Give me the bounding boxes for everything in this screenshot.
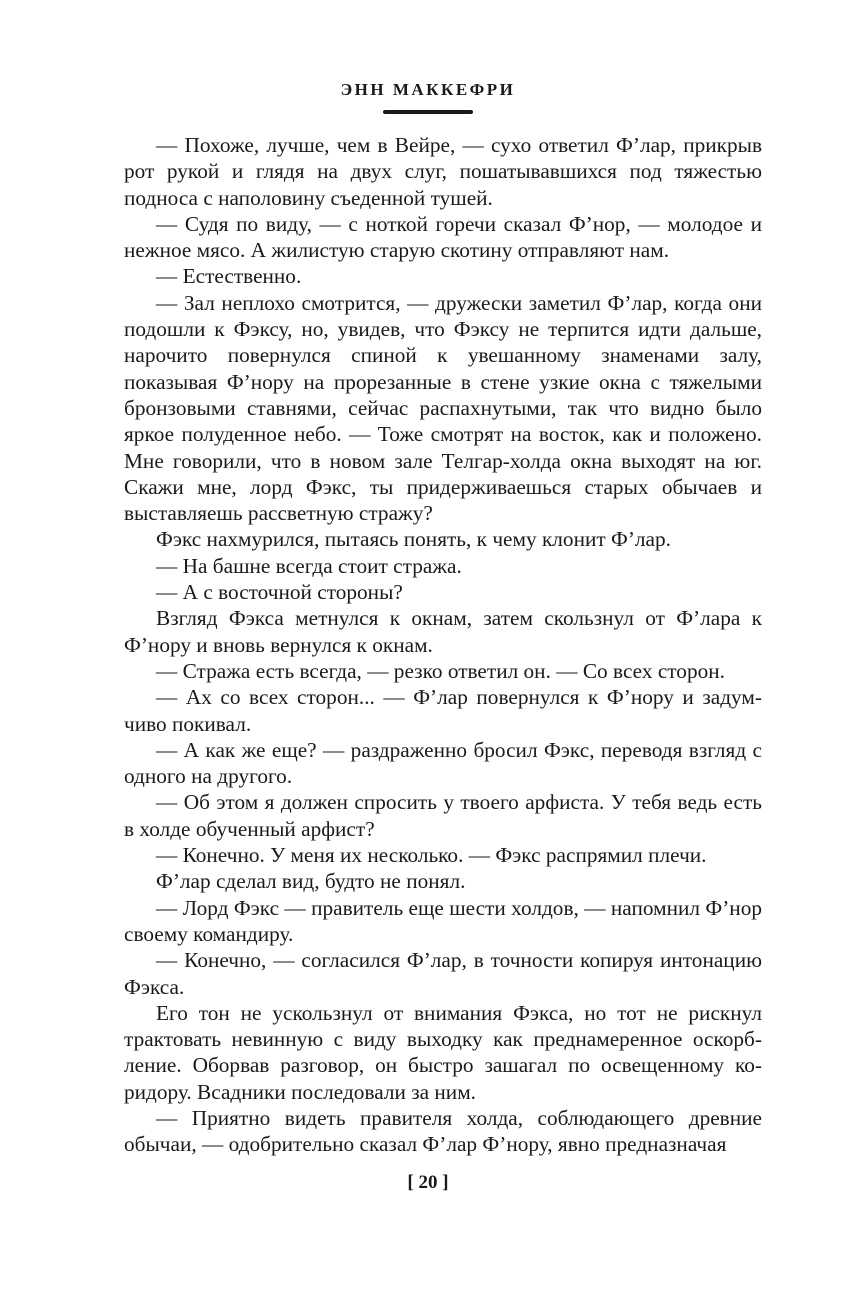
paragraph: Ф’лар сделал вид, будто не понял. [156, 869, 466, 894]
head-rule [383, 110, 473, 114]
paragraph: Фэкс нахмурился, пытаясь понять, к чему клонит Ф’лар. [156, 527, 671, 552]
paragraph: — Приятно видеть правителя холда, соблюдающего древние обычаи, — одобрительно сказал Ф’лар Ф’нору, явно предназначая [124, 1105, 762, 1157]
paragraph: — Лорд Фэкс — правитель еще шести холдов, — напомнил Ф’нор своему командиру. [124, 895, 762, 946]
paragraph: Его тон не ускользнул от внимания Фэкса, но тот не рискнул трактовать невинную с виду выходку как преднамеренное оскорбление. Оборвав разговор, он быстро зашагал по освещенному коридору. Всадники последовали за ним. [124, 1000, 762, 1104]
paragraph: — Естественно. [156, 264, 302, 289]
paragraph: — Стража есть всегда, — резко ответил он. — Со всех сторон. [156, 658, 725, 683]
paragraph: — Конечно, — согласился Ф’лар, в точности копируя интонацию Фэкса. [124, 948, 762, 999]
running-head: ЭНН МАККЕФРИ [340, 80, 516, 99]
page-number: [ 20 ] [407, 1172, 449, 1193]
body-text [124, 132, 762, 1158]
paragraph: — Похоже, лучше, чем в Вейре, — сухо ответил Ф’лар, прикрыв рот рукой и глядя на двух слуг, пошатывавшихся под тяжестью подноса с наполовину съеденной тушей. [124, 133, 762, 210]
paragraph: — Судя по виду, — с ноткой горечи сказал Ф’нор, — молодое и нежное мясо. А жилистую старую скотину отправляют нам. [124, 211, 762, 263]
paragraph: — На башне всегда стоит стража. [156, 553, 462, 578]
paragraph: Взгляд Фэкса метнулся к окнам, затем скользнул от Ф’лара к Ф’нору и вновь вернулся к окнам. [124, 606, 762, 657]
paragraph: — А с восточной стороны? [156, 580, 403, 605]
paragraph: — Конечно. У меня их несколько. — Фэкс распрямил плечи. [156, 843, 707, 868]
paragraph: — А как же еще? — раздраженно бросил Фэкс, переводя взгляд с одного на другого. [124, 737, 762, 789]
paragraph: — Зал неплохо смотрится, — дружески заметил Ф’лар, когда они подошли к Фэксу, но, увидев, что Фэксу не терпится идти дальше, нарочито повернулся спиной к увешанному знаменами залу, показывая Ф’нору на прорезанные в стене узкие окна с тяжелыми бронзовыми ставнями, сейчас распахнутыми, так что видно было яркое полуденное небо. — Тоже смотрят на восток, как и положено. Мне говорили, что в новом зале Телгар-холда окна выходят на юг. Скажи мне, лорд Фэкс, ты придерживаешься старых обычаев и выставляешь рассветную стражу? [124, 290, 762, 526]
paragraph: — Об этом я должен спросить у твоего арфиста. У тебя ведь есть в холде обученный арфист? [124, 790, 762, 841]
paragraph: — Ах со всех сторон... — Ф’лар повернулся к Ф’нору и задумчиво покивал. [124, 685, 762, 736]
